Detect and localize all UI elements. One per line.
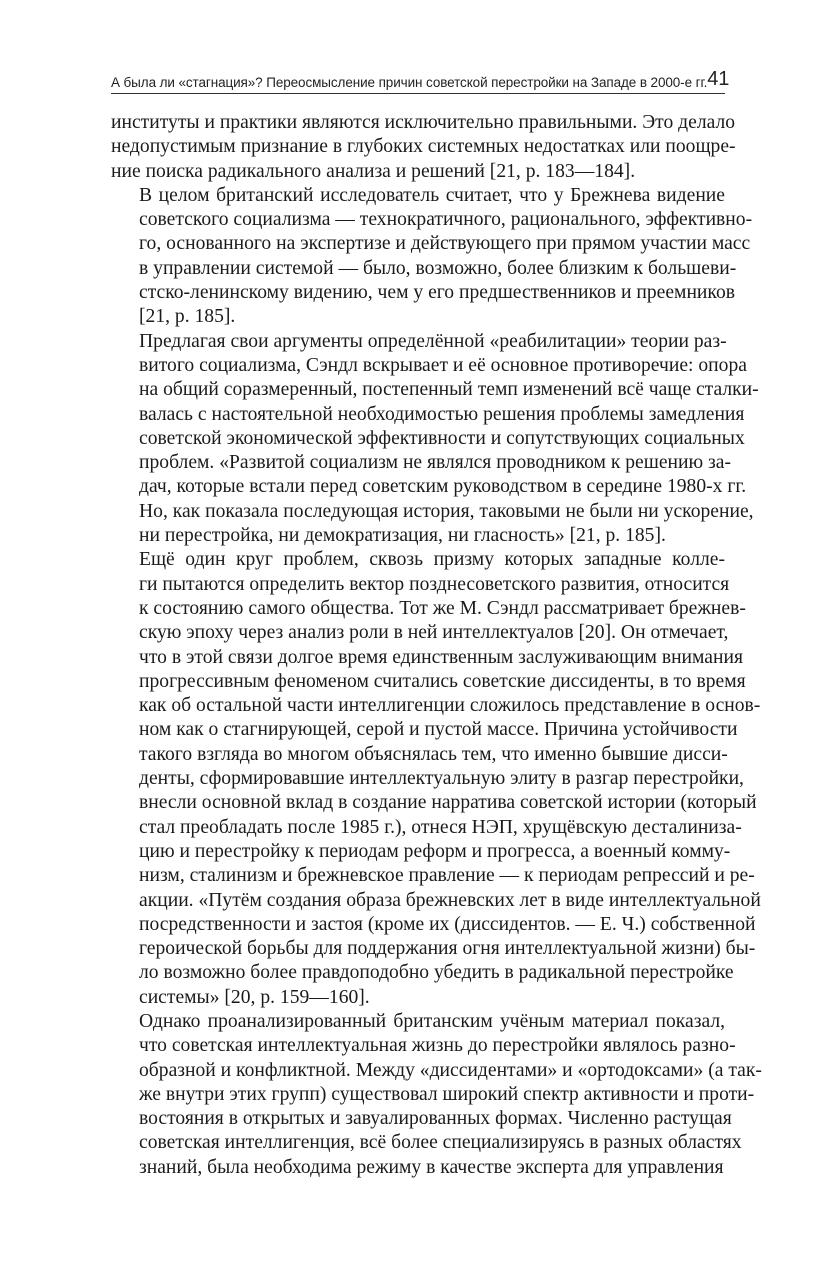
text-line: героической борьбы для поддержания огня интеллектуальной жизни) бы-	[139, 938, 756, 960]
text-line: востояния в открытых и завуалированных формах. Численно растущая	[139, 1108, 732, 1130]
text-line: системы» [20, p. 159—160].	[139, 986, 370, 1008]
text-line: же внутри этих групп) существовал широкий спектр активности и проти-	[139, 1083, 755, 1105]
text-line: проблем. «Развитой социализм не являлся проводником к решению за-	[139, 452, 731, 474]
text-line: [21, p. 185].	[139, 306, 236, 328]
text-line: советского социализма — технократичного, рационального, эффективно-	[139, 209, 753, 231]
text-line: ном как о стагнирующей, серой и пустой массе. Причина устойчивости	[139, 719, 738, 741]
text-line: ги пытаются определить вектор позднесоветского развития, относится	[139, 573, 730, 595]
text-line: посредственности и застоя (кроме их (диссидентов. — Е. Ч.) собственной	[139, 913, 756, 935]
paragraph	[111, 1010, 762, 1180]
paragraph	[111, 111, 736, 184]
body-text	[111, 111, 762, 1180]
text-line: го, основанного на экспертизе и действующего при прямом участии масс	[139, 233, 751, 255]
text-line: В целом британский исследователь считает, что у Брежнева видение	[139, 184, 725, 206]
text-line: акции. «Путём создания образа брежневских лет в виде интеллектуальной	[139, 889, 761, 911]
text-line: ни перестройка, ни демократизация, ни гласность» [21, p. 185].	[139, 525, 666, 547]
paragraph	[111, 548, 761, 1010]
text-line: Ещё один круг проблем, сквозь призму которых западные колле-	[139, 549, 725, 571]
text-line: что советская интеллектуальная жизнь до перестройки являлось разно-	[139, 1035, 736, 1057]
text-line: на общий соразмеренный, постепенный темп изменений всё чаще сталки-	[139, 379, 759, 401]
text-line: Однако проанализированный британским учёным материал показал,	[139, 1010, 725, 1032]
text-line: денты, сформировавшие интеллектуальную элиту в разгар перестройки,	[139, 768, 744, 790]
text-line: дач, которые встали перед советским руководством в середине 1980-х гг.	[139, 476, 747, 498]
text-line: образной и конфликтной. Между «диссидентами» и «ортодоксами» (а так-	[139, 1059, 762, 1081]
text-line: Но, как показала последующая история, таковыми не были ни ускорение,	[139, 500, 754, 522]
running-header	[111, 66, 730, 90]
text-line: советская интеллигенция, всё более специализируясь в разных областях	[139, 1132, 742, 1154]
text-line: низм, сталинизм и брежневское правление — к периодам репрессий и ре-	[139, 865, 755, 887]
text-line: как об остальной части интеллигенции сложилось представление в основ-	[139, 695, 761, 717]
text-line: ло возможно более правдоподобно убедить в радикальной перестройке	[139, 962, 734, 984]
running-title: А была ли «стагнация»? Переосмысление причин советской перестройки на Западе в 2000-е гг.	[111, 75, 708, 90]
text-line: институты и практики являются исключительно правильными. Это делало	[111, 112, 736, 133]
text-line: недопустимым признание в глубоких системных недостатках или поощре-	[111, 136, 736, 158]
text-line: витого социализма, Сэндл вскрывает и её основное противоречие: опора	[139, 354, 747, 376]
text-line: Предлагая свои аргументы определённой «реабилитации» теории раз-	[139, 330, 727, 352]
text-line: скую эпоху через анализ роли в ней интеллектуалов [20]. Он отмечает,	[139, 622, 729, 644]
text-line: прогрессивным феноменом считались советские диссиденты, в то время	[139, 670, 746, 692]
header-rule	[111, 93, 725, 94]
paragraph	[111, 330, 759, 549]
text-line: валась с настоятельной необходимостью решения проблемы замедления	[139, 403, 745, 425]
text-line: ние поиска радикального анализа и решений [21, p. 183—184].	[111, 160, 636, 182]
text-line: знаний, была необходима режиму в качестве эксперта для управления	[139, 1156, 724, 1178]
text-line: что в этой связи долгое время единственным заслуживающим внимания	[139, 646, 743, 668]
text-line: в управлении системой — было, возможно, более близким к большеви-	[139, 257, 737, 279]
text-line: советской экономической эффективности и сопутствующих социальных	[139, 427, 745, 449]
text-line: внесли основной вклад в создание нарратива советской истории (который	[139, 792, 757, 814]
page-number: 41	[707, 68, 730, 90]
paragraph	[111, 184, 753, 330]
text-line: стал преобладать после 1985 г.), отнеся НЭП, хрущёвскую десталиниза-	[139, 816, 742, 838]
text-line: цию и перестройку к периодам реформ и прогресса, а военный комму-	[139, 840, 731, 862]
text-line: стско-ленинскому видению, чем у его предшественников и преемников	[139, 282, 735, 304]
text-line: к состоянию самого общества. Тот же М. Сэндл рассматривает брежнев-	[139, 597, 746, 619]
text-line: такого взгляда во многом объяснялась тем, что именно бывшие дисси-	[139, 743, 728, 765]
